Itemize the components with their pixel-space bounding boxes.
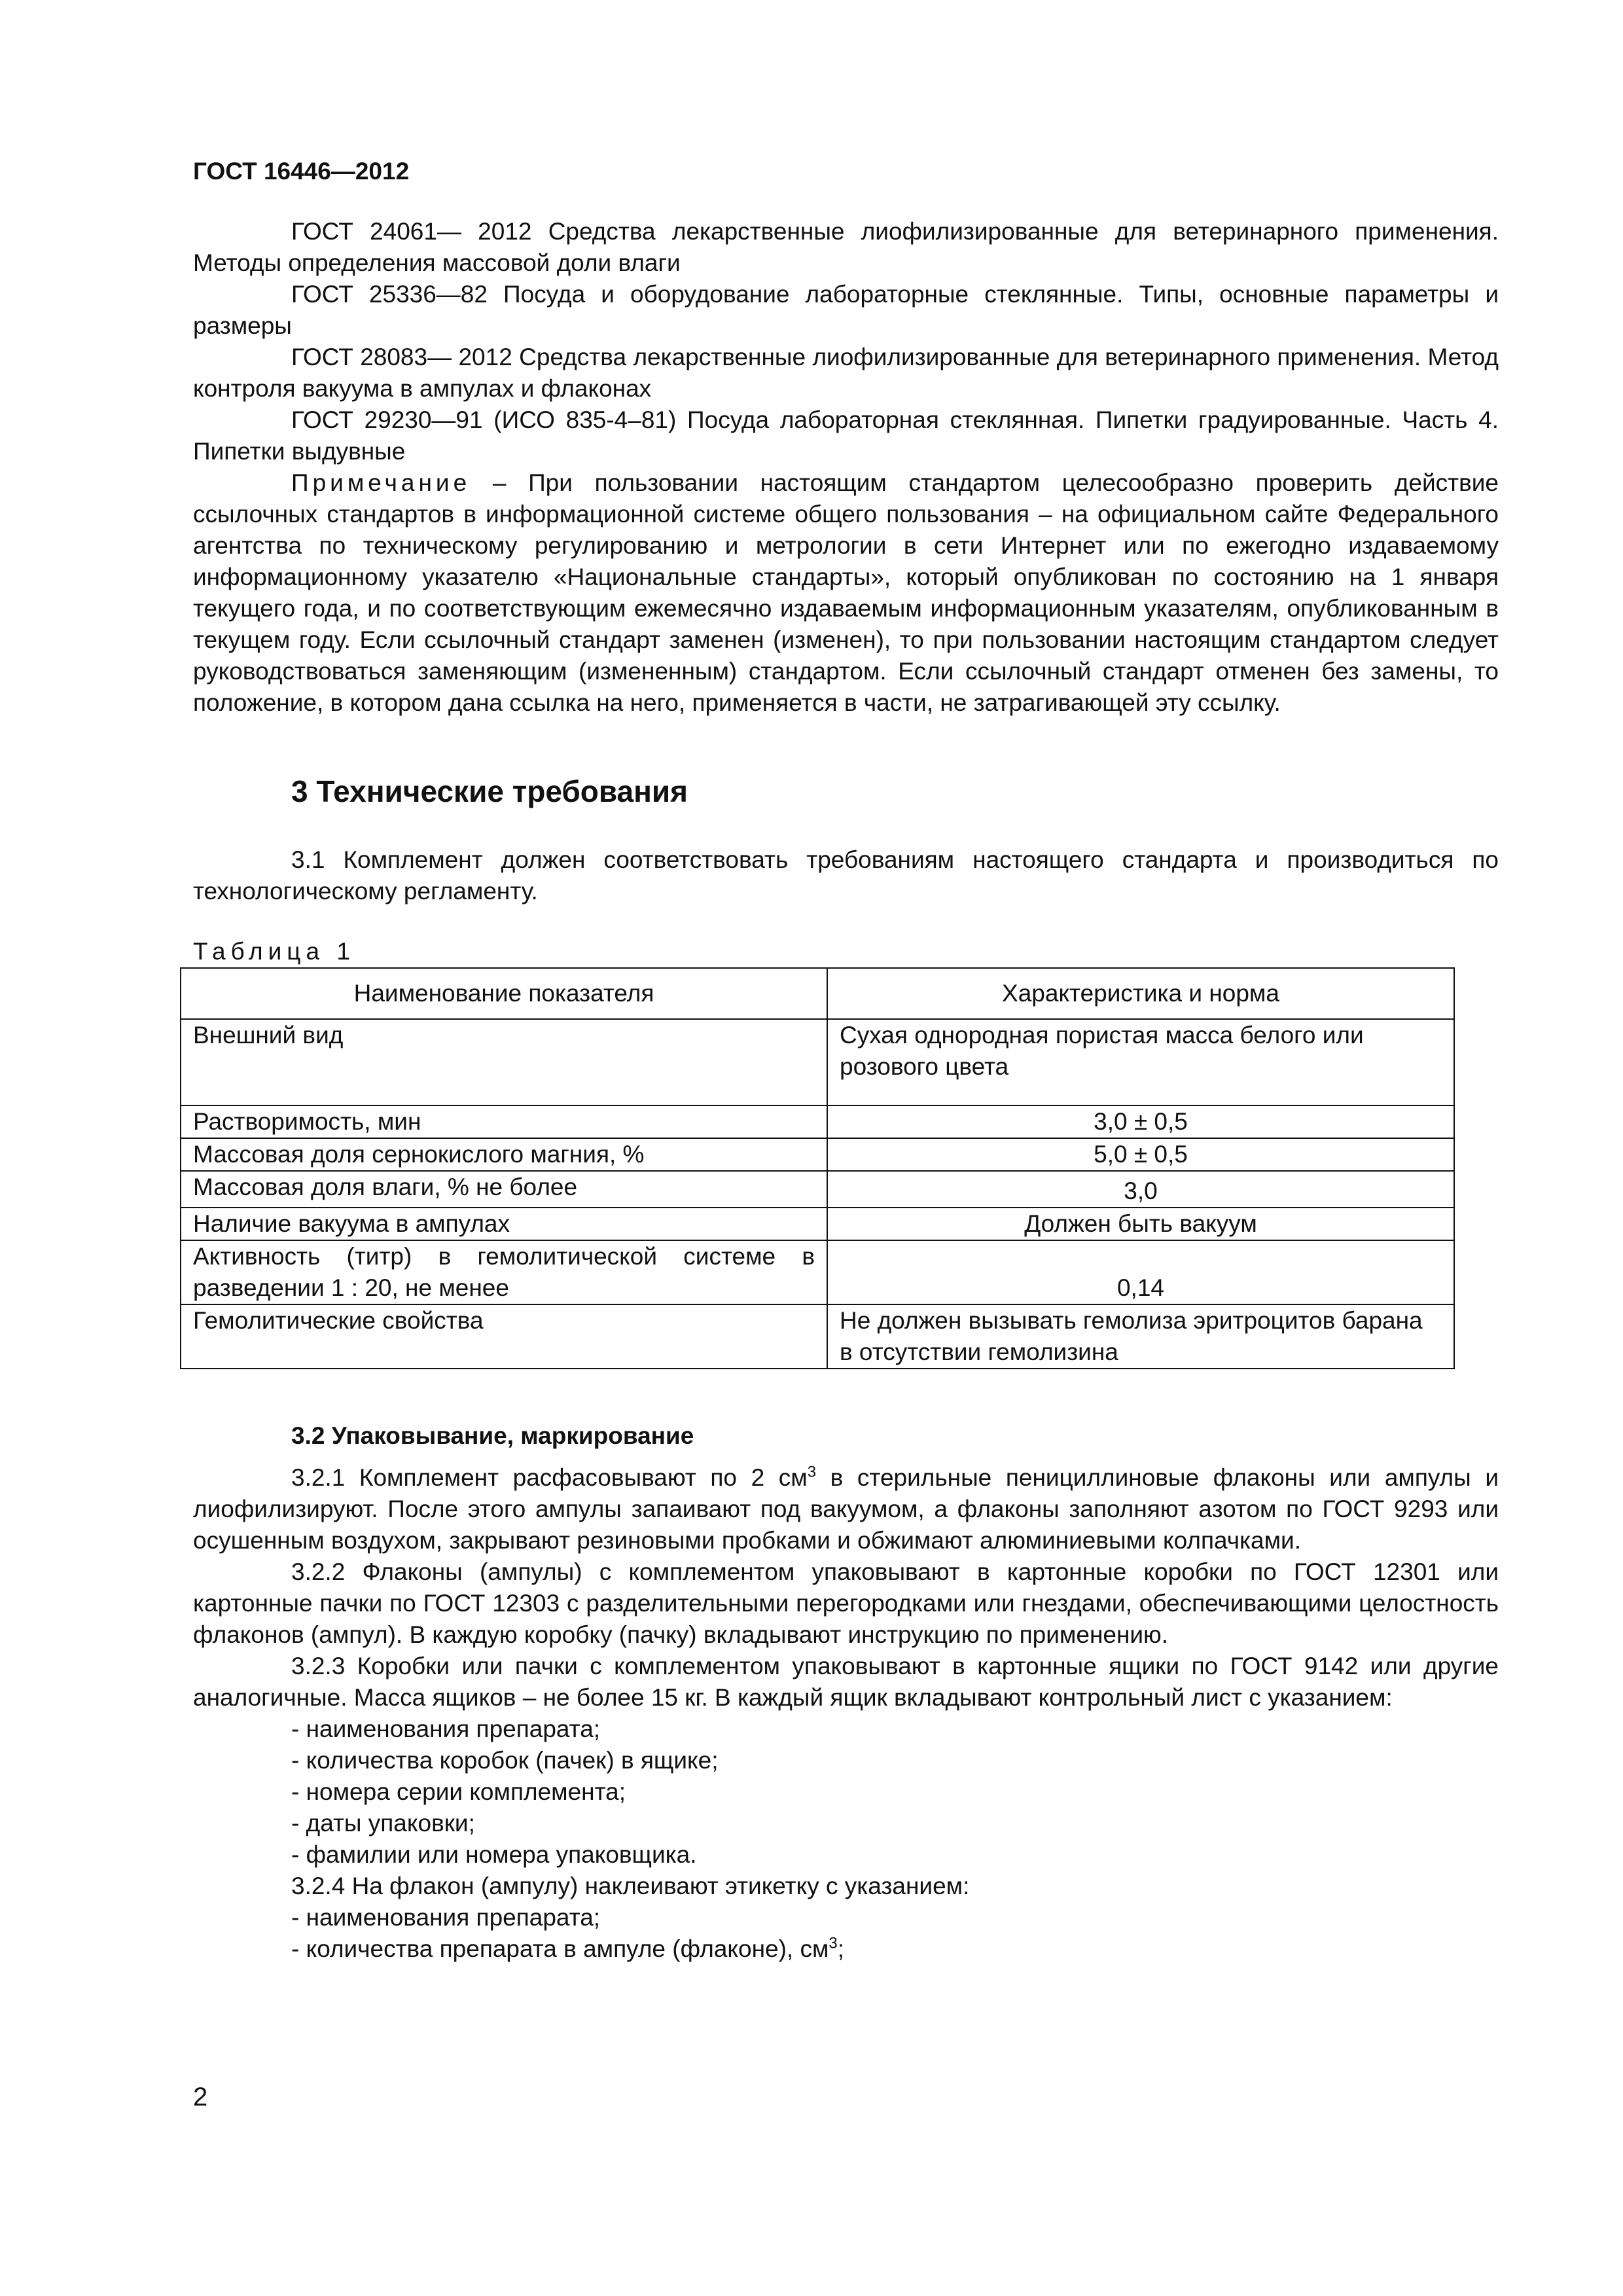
list-item: - номера серии комплемента; — [291, 1778, 626, 1805]
paragraph-3-2-2: 3.2.2 Флаконы (ампулы) с комплементом упаковывают в картонные коробки по ГОСТ 12301 или картонные пачки по ГОСТ 12303 с разделительными перегородками или гнездами, обеспечивающими целостность флаконов (ампул). В каждую коробку (пачку) вкладывают инструкцию по применению. — [193, 1558, 1499, 1648]
paragraph-3-2-4: 3.2.4 На флакон (ампулу) наклеивают этикетку с указанием: — [291, 1873, 970, 1899]
table-cell: 3,0 — [827, 1171, 1454, 1208]
paragraph-text: в стерильные пенициллиновые флаконы или ампулы и лиофилизируют. После этого ампулы запаивают под вакуумом, а флаконы заполняют азотом по ГОСТ 9293 или осушенным воздухом, закрывают резиновыми пробками и обжимают алюминиевыми колпачками. — [193, 1464, 1499, 1554]
section-3-2 — [193, 1420, 1499, 1965]
superscript: 3 — [829, 1934, 838, 1952]
table-cell: 3,0 ± 0,5 — [827, 1105, 1454, 1138]
table-cell: 5,0 ± 0,5 — [827, 1138, 1454, 1171]
vial-label-list — [193, 1902, 1499, 1965]
table-row — [181, 1138, 1454, 1171]
page-number: 2 — [193, 2083, 208, 2111]
section-title: 3 Технические требования — [291, 774, 688, 808]
list-item: - количества коробок (пачек) в ящике; — [291, 1747, 719, 1774]
table-row — [181, 1208, 1454, 1240]
table-row — [181, 1105, 1454, 1138]
superscript: 3 — [807, 1463, 817, 1481]
table-header-cell: Характеристика и норма — [827, 968, 1454, 1019]
table-cell: Массовая доля влаги, % не более — [181, 1171, 827, 1208]
reference-item: ГОСТ 24061— 2012 Средства лекарственные лиофилизированные для ветеринарного применения. Методы определения массовой доли влаги — [193, 218, 1499, 276]
list-item: - фамилии или номера упаковщика. — [291, 1841, 697, 1868]
document-header: ГОСТ 16446—2012 — [193, 158, 410, 185]
table-cell: Не должен вызывать гемолиза эритроцитов барана в отсутствии гемолизина — [827, 1304, 1454, 1369]
subsection-title: 3.2 Упаковывание, маркирование — [291, 1422, 694, 1449]
table-cell: Должен быть вакуум — [827, 1208, 1454, 1240]
reference-item: ГОСТ 29230—91 (ИСО 835-4–81) Посуда лабораторная стеклянная. Пипетки градуированные. Часть 4. Пипетки выдувные — [193, 406, 1499, 465]
note-label: Примечание — [291, 469, 471, 496]
section-3-1 — [193, 844, 1499, 907]
table-cell: Активность (титр) в гемолитической системе в разведении 1 : 20, не менее — [181, 1240, 827, 1304]
reference-item: ГОСТ 25336—82 Посуда и оборудование лабораторные стеклянные. Типы, основные параметры и размеры — [193, 281, 1499, 339]
list-item-text: ; — [837, 1935, 845, 1962]
references-block — [193, 216, 1499, 719]
note-paragraph — [193, 467, 1499, 719]
list-item: - даты упаковки; — [291, 1810, 475, 1837]
table-row — [181, 1240, 1454, 1304]
table-cell: Гемолитические свойства — [181, 1304, 827, 1369]
list-item: - наименования препарата; — [291, 1904, 601, 1931]
table-cell: Растворимость, мин — [181, 1105, 827, 1138]
table-row — [181, 1019, 1454, 1105]
table-row — [181, 1304, 1454, 1369]
requirements-table — [180, 967, 1455, 1369]
table-cell: Сухая однородная пористая масса белого или розового цвета — [827, 1019, 1454, 1105]
table-cell: Внешний вид — [181, 1019, 827, 1105]
table-cell: Массовая доля сернокислого магния, % — [181, 1138, 827, 1171]
list-item — [291, 1933, 1499, 1965]
paragraph-3-2-1 — [193, 1462, 1499, 1556]
table-row — [181, 1171, 1454, 1208]
table-header-row — [181, 968, 1454, 1019]
list-item: - наименования препарата; — [291, 1715, 601, 1742]
table-cell: Наличие вакуума в ампулах — [181, 1208, 827, 1240]
note-text: – При пользовании настоящим стандартом целесообразно проверить действие ссылочных стандартов в информационной системе общего пользования – на официальном сайте Федерального агентства по техническому регулированию и метрологии в сети Интернет или по ежегодно издаваемому информационному указателю «Национальные стандарты», который опубликован по состоянию на 1 января текущего года, и по соответствующим ежемесячно издаваемым информационным указателям, опубликованным в текущем году. Если ссылочный стандарт заменен (изменен), то при пользовании настоящим стандартом следует руководствоваться заменяющим (измененным) стандартом. Если ссылочный стандарт отменен без замены, то положение, в котором дана ссылка на него, применяется в части, не затрагивающей эту ссылку. — [193, 469, 1499, 716]
reference-item: ГОСТ 28083— 2012 Средства лекарственные лиофилизированные для ветеринарного применения. Метод контроля вакуума в ампулах и флаконах — [193, 344, 1499, 402]
table-header-cell: Наименование показателя — [181, 968, 827, 1019]
paragraph-3-1: 3.1 Комплемент должен соответствовать требованиям настоящего стандарта и производиться по технологическому регламенту. — [193, 846, 1499, 905]
label-list — [193, 1713, 1499, 1871]
list-item-text: - количества препарата в ампуле (флаконе), см — [291, 1935, 829, 1962]
paragraph-3-2-3: 3.2.3 Коробки или пачки с комплементом упаковывают в картонные ящики по ГОСТ 9142 или другие аналогичные. Масса ящиков – не более 15 кг. В каждый ящик вкладывают контрольный лист с указанием: — [193, 1653, 1499, 1711]
table-caption: Таблица 1 — [193, 938, 355, 965]
paragraph-text: 3.2.1 Комплемент расфасовывают по 2 см — [291, 1464, 808, 1491]
table-cell: 0,14 — [827, 1240, 1454, 1304]
